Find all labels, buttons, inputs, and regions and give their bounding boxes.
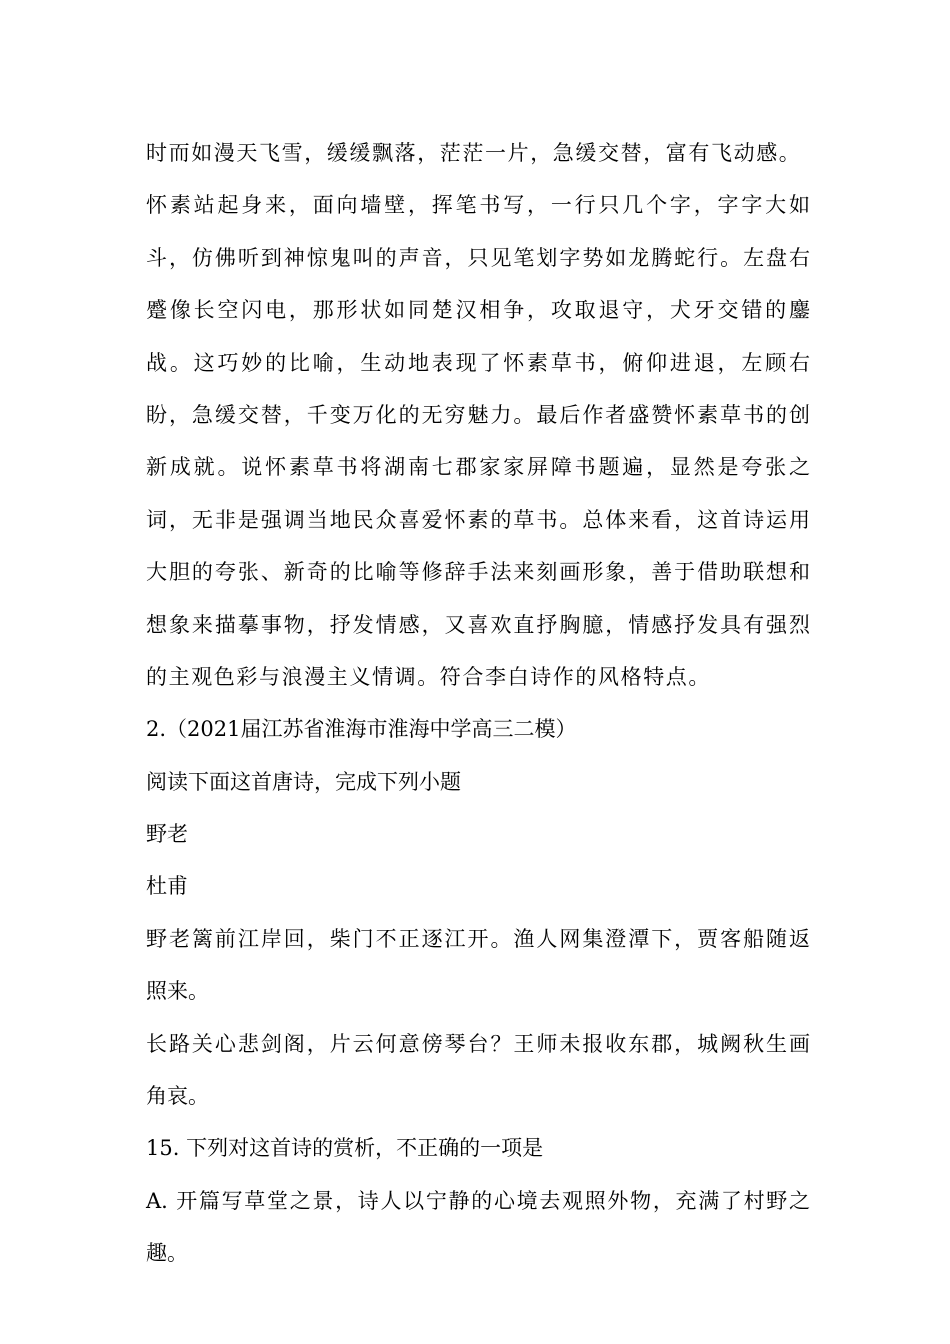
poem-title: 野老 bbox=[146, 822, 188, 847]
poem-line: 角哀。 bbox=[146, 1084, 209, 1109]
sub-question: 15. 下列对这首诗的赏析，不正确的一项是 bbox=[146, 1136, 544, 1161]
text-line: 时而如漫天飞雪，缓缓飘落，茫茫一片，急缓交替，富有飞动感。 bbox=[146, 141, 802, 165]
option-a: A. 开篇写草堂之景，诗人以宁静的心境去观照外物，充满了村野之 bbox=[146, 1188, 810, 1213]
option-a: 趣。 bbox=[146, 1241, 188, 1266]
text-line: 蹙像长空闪电，那形状如同楚汉相争，攻取退守，犬牙交错的鏖 bbox=[146, 298, 810, 323]
poem-line: 照来。 bbox=[146, 979, 209, 1004]
text-line: 大胆的夸张、新奇的比喻等修辞手法来刻画形象，善于借助联想和 bbox=[146, 560, 810, 585]
question-heading: 2.（2021届江苏省淮海市淮海中学高三二模） bbox=[146, 717, 577, 742]
text-line: 斗，仿佛听到神惊鬼叫的声音，只见笔划字势如龙腾蛇行。左盘右 bbox=[146, 245, 810, 270]
poem-line: 长路关心悲剑阁，片云何意傍琴台？王师未报收东郡，城阙秋生画 bbox=[146, 1031, 810, 1056]
text-line: 战。这巧妙的比喻，生动地表现了怀素草书，俯仰进退，左顾右 bbox=[146, 350, 810, 375]
text-line: 怀素站起身来，面向墙壁，挥笔书写，一行只几个字，字字大如 bbox=[146, 193, 810, 218]
poem-line: 野老篱前江岸回，柴门不正逐江开。渔人网集澄潭下，贾客船随返 bbox=[146, 926, 810, 951]
text-line: 新成就。说怀素草书将湖南七郡家家屏障书题遍，显然是夸张之 bbox=[146, 455, 810, 480]
document-body bbox=[146, 127, 810, 1280]
text-line: 想象来描摹事物，抒发情感，又喜欢直抒胸臆，情感抒发具有强烈 bbox=[146, 612, 810, 637]
poem-author: 杜甫 bbox=[146, 874, 188, 899]
text-line: 词，无非是强调当地民众喜爱怀素的草书。总体来看，这首诗运用 bbox=[146, 507, 810, 532]
text-line: 盼，急缓交替，千变万化的无穷魅力。最后作者盛赞怀素草书的创 bbox=[146, 402, 810, 427]
instruction-line: 阅读下面这首唐诗，完成下列小题 bbox=[146, 769, 461, 794]
text-line: 的主观色彩与浪漫主义情调。符合李白诗作的风格特点。 bbox=[146, 664, 711, 689]
